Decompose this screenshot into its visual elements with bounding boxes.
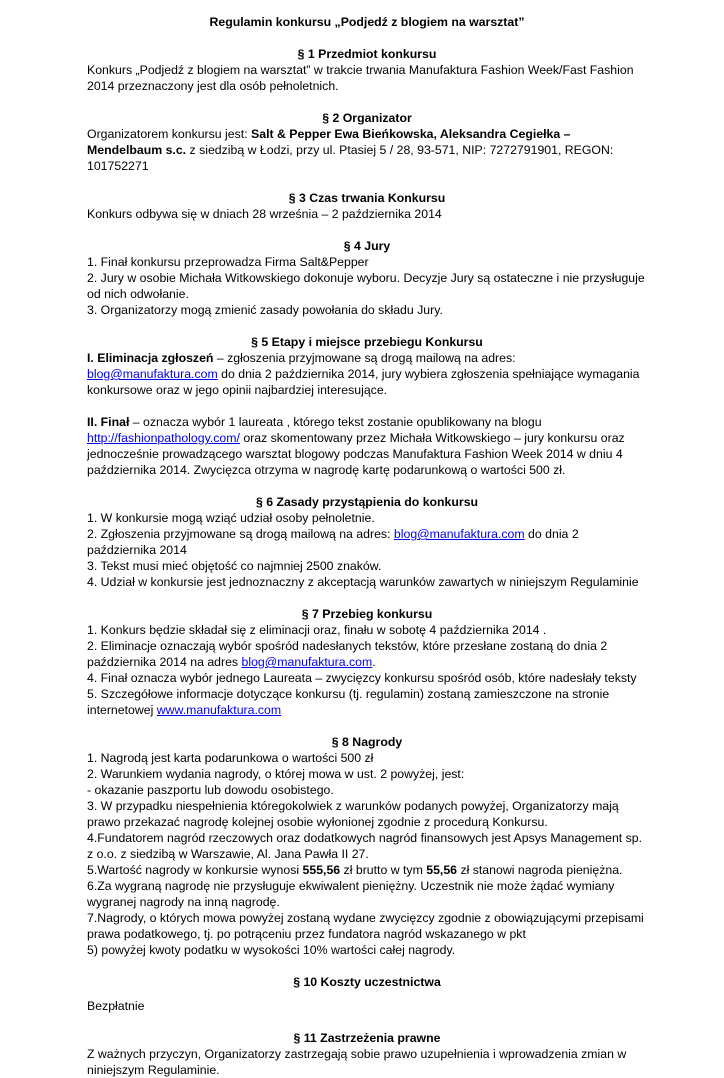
email-link[interactable]: blog@manufaktura.com [393,527,525,541]
section-8-line: - okazanie paszportu lub dowodu osobistego. [87,783,334,797]
section-8-line: 6.Za wygraną nagrodę nie przysługuje ekwiwalent pieniężny. Uczestnik nie może żądać wymiany wygranej nagrody na inną nagrodę. [87,879,615,909]
section-8-heading: § 8 Nagrody [331,735,403,749]
website-link[interactable]: www.manufaktura.com [156,703,282,717]
section-8-line: 4.Fundatorem nagród rzeczowych oraz dodatkowych nagród finansowych jest Apsys Management sp. z o.o. z siedzibą w Warszawie, Al. Jana Pawła II 27. [87,831,643,861]
section-7-heading: § 7 Przebieg konkursu [301,607,433,621]
section-6-line: 1. W konkursie mogą wziąć udział osoby pełnoletnie. [87,511,375,525]
section-8-line: 5) powyżej kwoty podatku w wysokości 10% wartości całej nagrody. [87,943,456,957]
section-7-line: 2. Eliminacje oznaczają wybór spośród nadesłanych tekstów, które przesłane zostaną do dnia 2 października 2014 na adres blog@manufaktura.com. [87,639,608,669]
section-11-heading: § 11 Zastrzeżenia prawne [293,1031,441,1045]
prize-gross-value: 555,56 [302,863,341,877]
section-8-line: 3. W przypadku niespełnienia któregokolwiek z warunków podanych powyżej, Organizatorzy mają prawo przekazać nagrodę kolejnej osobie wyłonionej zgodnie z procedurą Konkursu. [87,799,619,829]
section-8-line: 7.Nagrody, o których mowa powyżej zostaną wydane zwycięzcy zgodnie z obowiązującymi przepisami prawa podatkowego, tj. po potrąceniu przez fundatora nagród wskazanego w pkt [87,911,644,941]
section-5-heading: § 5 Etapy i miejsce przebiegu Konkursu [251,335,483,349]
section-10-heading: § 10 Koszty uczestnictwa [293,975,441,989]
section-6-heading: § 6 Zasady przystąpienia do konkursu [255,495,479,509]
section-7-line: 1. Konkurs będzie składał się z eliminacji oraz, finału w sobotę 4 października 2014 . [87,623,547,637]
section-4-line: 1. Finał konkursu przeprowadza Firma Salt&Pepper [87,255,369,269]
section-6-line: 3. Tekst musi mieć objętość co najmniej 2500 znaków. [87,559,382,573]
blog-link[interactable]: http://fashionpathology.com/ [87,431,240,445]
section-10-text: Bezpłatnie [87,999,145,1013]
section-4-line: 3. Organizatorzy mogą zmienić zasady powołania do składu Jury. [87,303,443,317]
document-page [87,14,647,1078]
section-8-line: 5.Wartość nagrody w konkursie wynosi 555,56 zł brutto w tym 55,56 zł stanowi nagroda pieniężna. [87,863,623,877]
section-2-heading: § 2 Organizator [322,111,412,125]
section-1-heading: § 1 Przedmiot konkursu [297,47,437,61]
section-5-elimination: I. Eliminacja zgłoszeń – zgłoszenia przyjmowane są drogą mailową na adres: blog@manufaktura.com do dnia 2 października 2014, jury wybiera zgłoszenia spełniające wymagania konkursowe oraz w jego opinii najbardziej interesujące. [87,351,640,397]
section-8-line: 2. Warunkiem wydania nagrody, o której mowa w ust. 2 powyżej, jest: [87,767,465,781]
section-7-line: 5. Szczegółowe informacje dotyczące konkursu (tj. regulamin) zostaną zamieszczone na stronie internetowej www.manufaktura.com [87,687,610,717]
section-8-line: 1. Nagrodą jest karta podarunkowa o wartości 500 zł [87,751,374,765]
section-1-text: Konkurs „Podjedź z blogiem na warsztat” w trakcie trwania Manufaktura Fashion Week/Fast Fashion 2014 przeznaczony jest dla osób pełnoletnich. [87,63,634,93]
elimination-label: I. Eliminacja zgłoszeń [87,351,214,365]
final-label: II. Finał [87,415,130,429]
section-6-line: 2. Zgłoszenia przyjmowane są drogą mailową na adres: blog@manufaktura.com do dnia 2 października 2014 [87,527,579,557]
email-link[interactable]: blog@manufaktura.com [241,655,373,669]
organizer-details: z siedzibą w Łodzi, przy ul. Ptasiej 5 / 28, 93-571, NIP: 7272791901, REGON: 101752271 [87,143,614,173]
document-title: Regulamin konkursu „Podjedź z blogiem na warsztat” [209,15,525,29]
section-2-text [87,126,647,174]
prize-cash-value: 55,56 [426,863,458,877]
organizer-intro: Organizatorem konkursu jest: [87,127,252,141]
section-6-line: 4. Udział w konkursie jest jednoznaczny z akceptacją warunków zawartych w niniejszym Regulaminie [87,575,639,589]
email-link[interactable]: blog@manufaktura.com [87,367,218,381]
section-4-heading: § 4 Jury [343,239,391,253]
section-3-heading: § 3 Czas trwania Konkursu [288,191,446,205]
section-7-line: 4. Finał oznacza wybór jednego Laureata – zwycięzcy konkursu spośród osób, które nadesłały teksty [87,671,637,685]
organizer-name: Salt & Pepper Ewa Bieńkowska, Aleksandra Cegiełka – Mendelbaum s.c. [87,127,571,157]
section-4-line: 2. Jury w osobie Michała Witkowskiego dokonuje wyboru. Decyzje Jury są ostateczne i nie przysługuje od nich odwołanie. [87,271,645,301]
section-11-text: Z ważnych przyczyn, Organizatorzy zastrzegają sobie prawo uzupełnienia i wprowadzenia zmian w niniejszym Regulaminie. [87,1047,627,1077]
section-5-final: II. Finał – oznacza wybór 1 laureata , którego tekst zostanie opublikowany na blogu http://fashionpathology.com/ oraz skomentowany przez Michała Witkowskiego – jury konkursu oraz jednocześnie prowadzącego warsztat blogowy podczas Manufaktura Fashion Week 2014 w dniu 4 października 2014. Zwycięzca otrzyma w nagrodę kartę podarunkową o wartości 500 zł. [87,415,625,477]
section-3-text: Konkurs odbywa się w dniach 28 września – 2 października 2014 [87,207,442,221]
